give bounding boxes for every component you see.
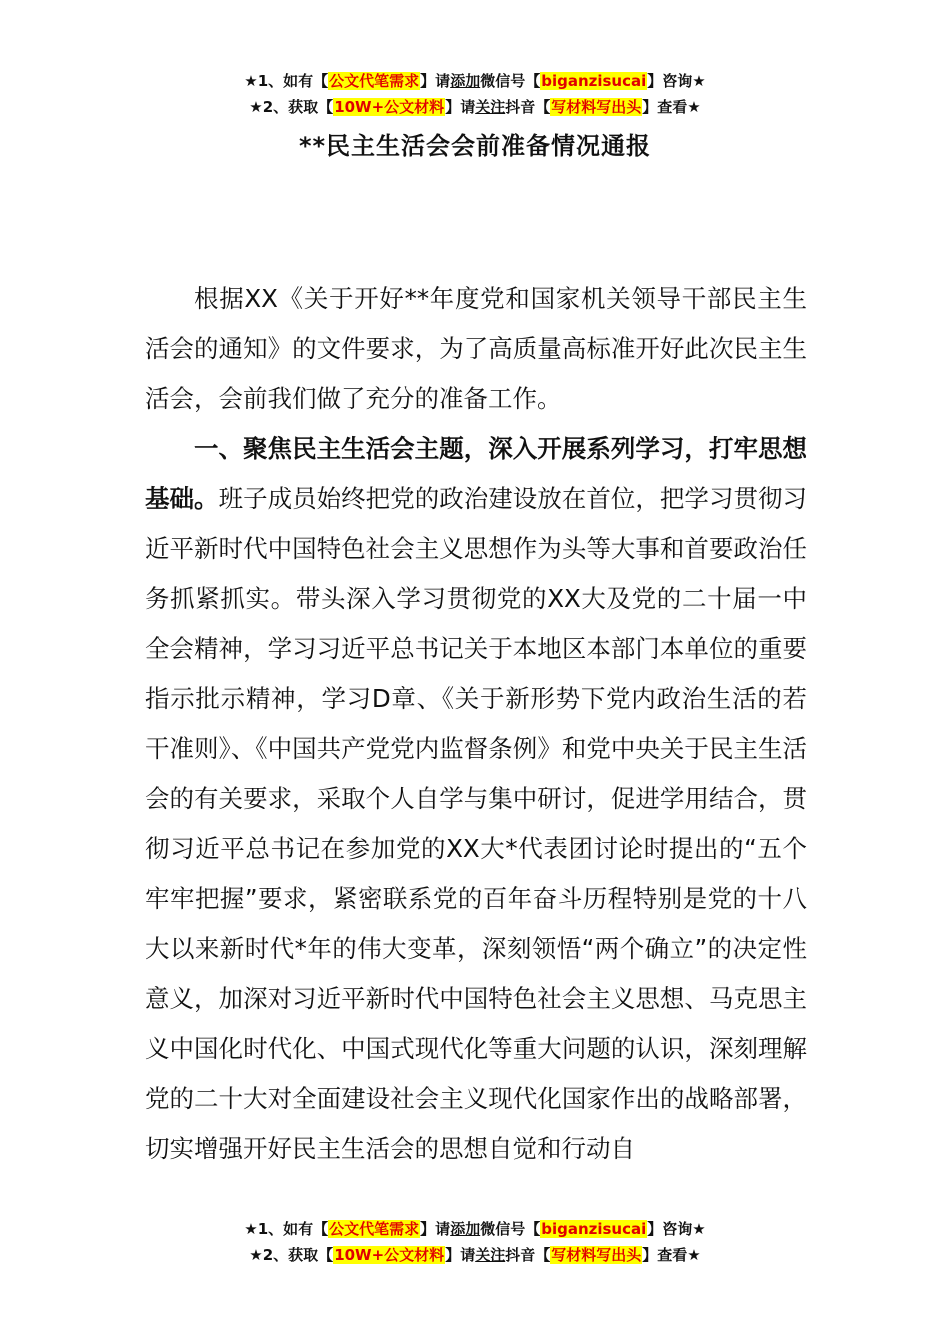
document-body — [145, 274, 807, 1174]
promo-line-2: ★2、获取【10W+公文材料】请关注抖音【写材料写出头】查看★ — [249, 1246, 701, 1264]
promo-highlight: 10W+公文材料 — [334, 98, 445, 116]
promo-line-1: ★1、如有【公文代笔需求】请添加微信号【biganzisucai】咨询★ — [244, 1220, 706, 1238]
promo-highlight: 公文代笔需求 — [329, 72, 420, 90]
wechat-id: biganzisucai — [541, 1220, 647, 1238]
douyin-id: 写材料写出头 — [551, 98, 642, 116]
promo-footer — [0, 1216, 950, 1268]
promo-highlight: 10W+公文材料 — [334, 1246, 445, 1264]
douyin-id: 写材料写出头 — [551, 1246, 642, 1264]
intro-paragraph: 根据XX《关于开好**年度党和国家机关领导干部民主生活会的通知》的文件要求，为了高质量高标准开好此次民主生活会，会前我们做了充分的准备工作。 — [145, 284, 807, 413]
promo-highlight: 公文代笔需求 — [329, 1220, 420, 1238]
section-1-heading: 一、聚焦民主生活会主题，深入开展系列学习，打牢思想基础。 — [145, 434, 807, 513]
wechat-id: biganzisucai — [541, 72, 647, 90]
section-1-paragraph — [145, 424, 807, 1174]
promo-line-1: ★1、如有【公文代笔需求】请添加微信号【biganzisucai】咨询★ — [244, 72, 706, 90]
promo-line-2: ★2、获取【10W+公文材料】请关注抖音【写材料写出头】查看★ — [249, 98, 701, 116]
promo-header — [0, 68, 950, 120]
page-title: **民主生活会会前准备情况通报 — [298, 132, 652, 160]
section-1-body: 班子成员始终把党的政治建设放在首位，把学习贯彻习近平新时代中国特色社会主义思想作为头等大事和首要政治任务抓紧抓实。带头深入学习贯彻党的XX大及党的二十届一中全会精神，学习习近平总书记关于本地区本部门本单位的重要指示批示精神，学习D章、《关于新形势下党内政治生活的若干准则》、《中国共产党党内监督条例》和党中央关于民主生活会的有关要求，采取个人自学与集中研讨，促进学用结合，贯彻习近平总书记在参加党的XX大*代表团讨论时提出的“五个牢牢把握”要求，紧密联系党的百年奋斗历程特别是党的十八大以来新时代*年的伟大变革，深刻领悟“两个确立”的决定性意义，加深对习近平新时代中国特色社会主义思想、马克思主义中国化时代化、中国式现代化等重大问题的认识，深刻理解党的二十大对全面建设社会主义现代化国家作出的战略部署，切实增强开好民主生活会的思想自觉和行动自 — [145, 484, 808, 1163]
